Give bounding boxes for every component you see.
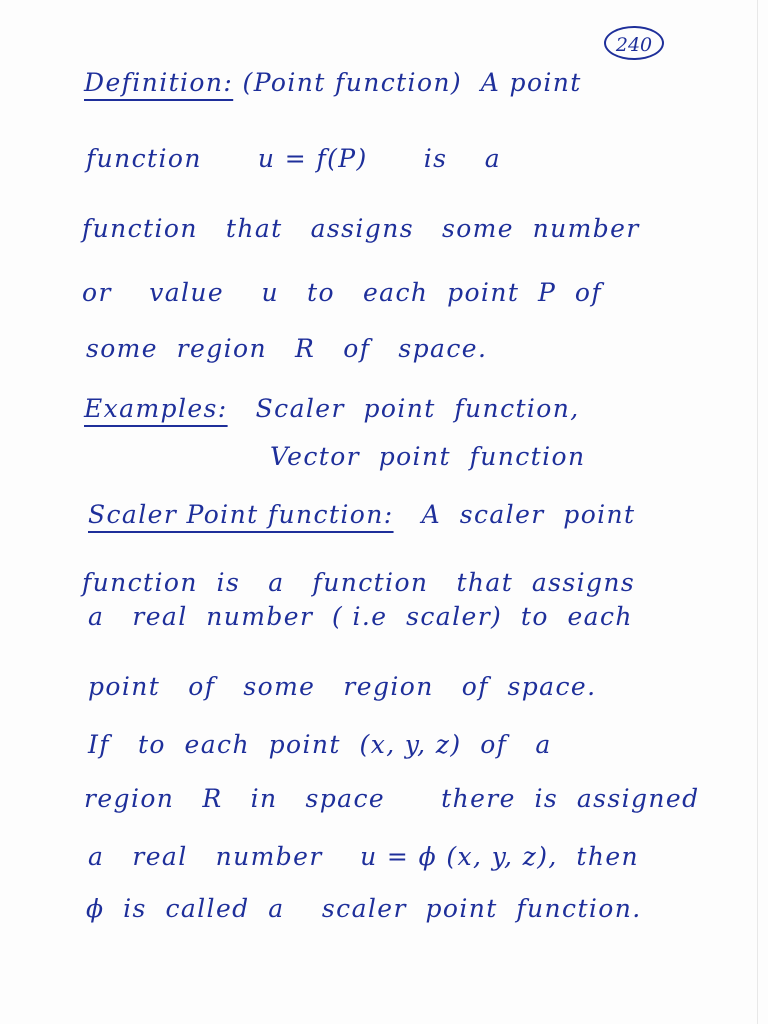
definition-text-line-4: or value u to each point P of <box>82 278 602 307</box>
page-edge <box>757 0 758 1024</box>
scaler-conclusion-line: ϕ is called a scaler point function. <box>86 894 642 923</box>
scaler-point-function-line <box>88 498 636 532</box>
scaler-formula-line: a real number u = ϕ (x, y, z), then <box>88 842 640 871</box>
examples-label: Examples: <box>84 394 228 423</box>
definition-text-line-3: function that assigns some number <box>82 214 640 243</box>
scaler-text-line-9: function is a function that assigns <box>82 568 636 597</box>
scaler-point-function-label: Scaler Point function: <box>88 500 394 529</box>
scaler-text-line-13: region R in space there is assigned <box>84 784 700 813</box>
page-number-circle: 240 <box>604 26 664 60</box>
scaler-text-line-11: point of some region of space. <box>88 672 597 701</box>
examples-text: Scaler point function, <box>227 394 580 423</box>
point-function-formula-line: function u = f(P) is a <box>86 144 502 173</box>
definition-line <box>84 66 582 100</box>
examples-line <box>84 392 580 426</box>
definition-heading-text: (Point function) A point <box>233 68 582 97</box>
scaler-text-line-12: If to each point (x, y, z) of a <box>88 730 552 759</box>
vector-point-function-line: Vector point function <box>270 442 586 471</box>
scaler-text-line-10: a real number ( i.e scaler) to each <box>88 602 633 631</box>
scaler-point-function-text: A scaler point <box>393 500 636 529</box>
definition-text-line-5: some region R of space. <box>86 334 488 363</box>
definition-label: Definition: <box>84 68 234 97</box>
